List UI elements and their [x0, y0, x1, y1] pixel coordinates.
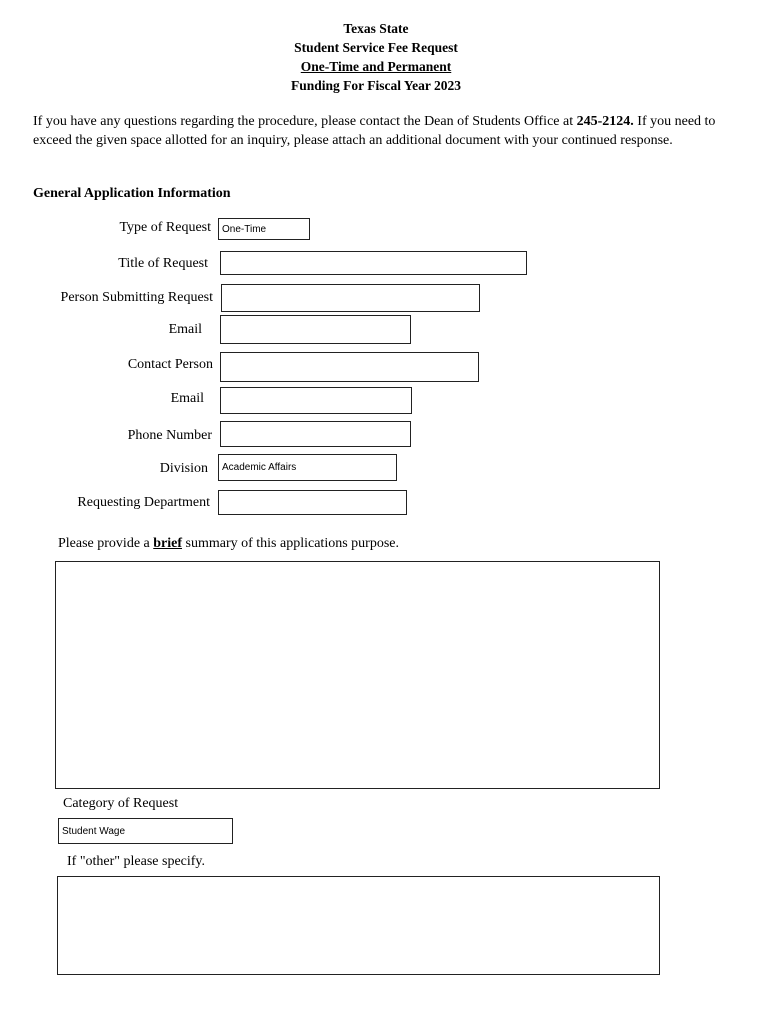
title-of-request-field[interactable]: [220, 251, 527, 275]
contact-email-label: Email: [170, 391, 204, 406]
other-specify-textarea[interactable]: [57, 876, 660, 975]
category-label: Category of Request: [63, 796, 179, 811]
form-title: Student Service Fee Request: [294, 40, 458, 55]
submitter-email-field[interactable]: [220, 315, 411, 344]
summary-prompt: [58, 536, 399, 552]
other-specify-label: If "other" please specify.: [67, 854, 206, 869]
fiscal-year-title: Funding For Fiscal Year 2023: [290, 78, 461, 93]
phone-number-field[interactable]: [220, 421, 411, 447]
summary-prompt-prefix: Please provide a: [58, 536, 154, 551]
intro-text-2: If you need to exceed the given space allotted for an inquiry, please attach an additional document with your continued response.: [33, 114, 716, 148]
contact-person-field[interactable]: [220, 352, 479, 382]
form-title-institution: Texas State: [343, 21, 409, 36]
intro-text-1: If you have any questions regarding the procedure, please contact the Dean of Students Office at: [33, 114, 577, 129]
form-subtitle-text: One-Time and Permanent: [300, 59, 452, 74]
person-submitting-field[interactable]: [221, 284, 480, 312]
dean-phone-number: 245-2124.: [576, 114, 634, 129]
summary-prompt-emphasis: brief: [153, 536, 183, 551]
division-label: Division: [159, 461, 208, 476]
contact-person-label: Contact Person: [127, 357, 213, 372]
division-field[interactable]: Academic Affairs: [218, 454, 397, 481]
title-of-request-label: Title of Request: [118, 256, 208, 271]
type-of-request-label: Type of Request: [119, 220, 211, 235]
requesting-department-field[interactable]: [218, 490, 407, 515]
contact-email-field[interactable]: [220, 387, 412, 414]
submitter-email-label: Email: [168, 322, 202, 337]
type-of-request-field[interactable]: One-Time: [218, 218, 310, 240]
phone-number-label: Phone Number: [127, 428, 212, 443]
summary-prompt-suffix: summary of this applications purpose.: [182, 536, 399, 551]
form-subtitle: [0, 57, 752, 76]
intro-paragraph: [33, 113, 723, 150]
section-heading: General Application Information: [33, 186, 231, 201]
requesting-department-label: Requesting Department: [77, 495, 210, 510]
summary-textarea[interactable]: [55, 561, 660, 789]
person-submitting-label: Person Submitting Request: [60, 290, 213, 305]
category-field[interactable]: Student Wage: [58, 818, 233, 844]
